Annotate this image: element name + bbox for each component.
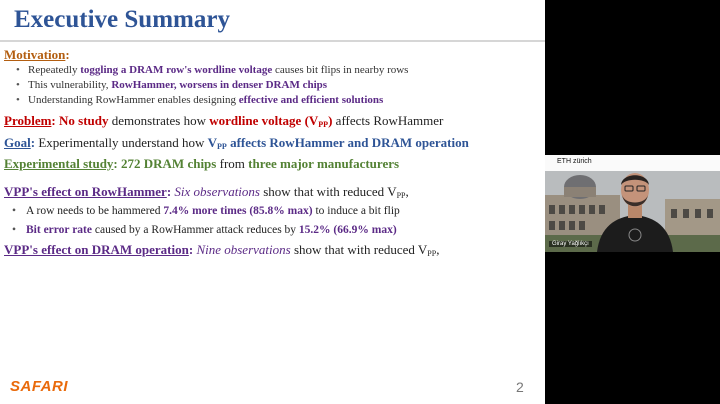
rowhammer-effect-label: VPP's effect on RowHammer xyxy=(4,184,167,199)
goal-line: Goal: Experimentally understand how $V_{PP}$ affects RowHammer and DRAM operation xyxy=(4,135,469,151)
motivation-label: Motivation xyxy=(4,47,66,62)
bullet-dot: • xyxy=(16,79,20,91)
rowhammer-bullet-2: • Bit error rate caused by a RowHammer attack reduces by 15.2% (66.9% max) xyxy=(12,224,397,236)
slide-title: Executive Summary xyxy=(14,6,230,33)
speaker-name: Giray Yağlıkçı xyxy=(549,241,592,247)
problem-label: Problem xyxy=(4,113,52,128)
bullet-dot: • xyxy=(12,224,17,236)
eth-logo: ETH zürich xyxy=(557,158,592,165)
dram-effect-line: VPP's effect on DRAM operation: Nine observations show that with reduced $V_{PP}$, xyxy=(4,242,440,258)
webcam-panel xyxy=(545,0,720,404)
bullet-dot: • xyxy=(16,94,20,106)
bullet-dot: • xyxy=(16,64,20,76)
motivation-bullet-2: • This vulnerability, RowHammer, worsens in denser DRAM chips xyxy=(16,79,328,91)
page-number: 2 xyxy=(516,379,524,395)
study-line: Experimental study: 272 DRAM chips from three major manufacturers xyxy=(4,156,400,171)
speaker-video xyxy=(545,155,720,252)
title-divider xyxy=(0,40,545,42)
motivation-bullet-1: • Repeatedly toggling a DRAM row's wordline voltage causes bit flips in nearby rows xyxy=(16,64,409,76)
motivation-bullet-3: • Understanding RowHammer enables designing effective and efficient solutions xyxy=(16,94,384,106)
problem-line: Problem: No study demonstrates how wordline voltage $(V_{PP})$ affects RowHammer xyxy=(4,113,444,129)
bullet-dot: • xyxy=(12,205,17,217)
study-label: Experimental study xyxy=(4,156,114,171)
goal-label: Goal xyxy=(4,135,31,150)
dram-effect-label: VPP's effect on DRAM operation xyxy=(4,242,189,257)
motivation-heading: Motivation: xyxy=(4,47,70,62)
safari-logo: SAFARI xyxy=(10,378,69,395)
rowhammer-bullet-1: • A row needs to be hammered 7.4% more times (85.8% max) to induce a bit flip xyxy=(12,205,400,217)
rowhammer-effect-line: VPP's effect on RowHammer: Six observations show that with reduced $V_{PP}$, xyxy=(4,184,409,200)
